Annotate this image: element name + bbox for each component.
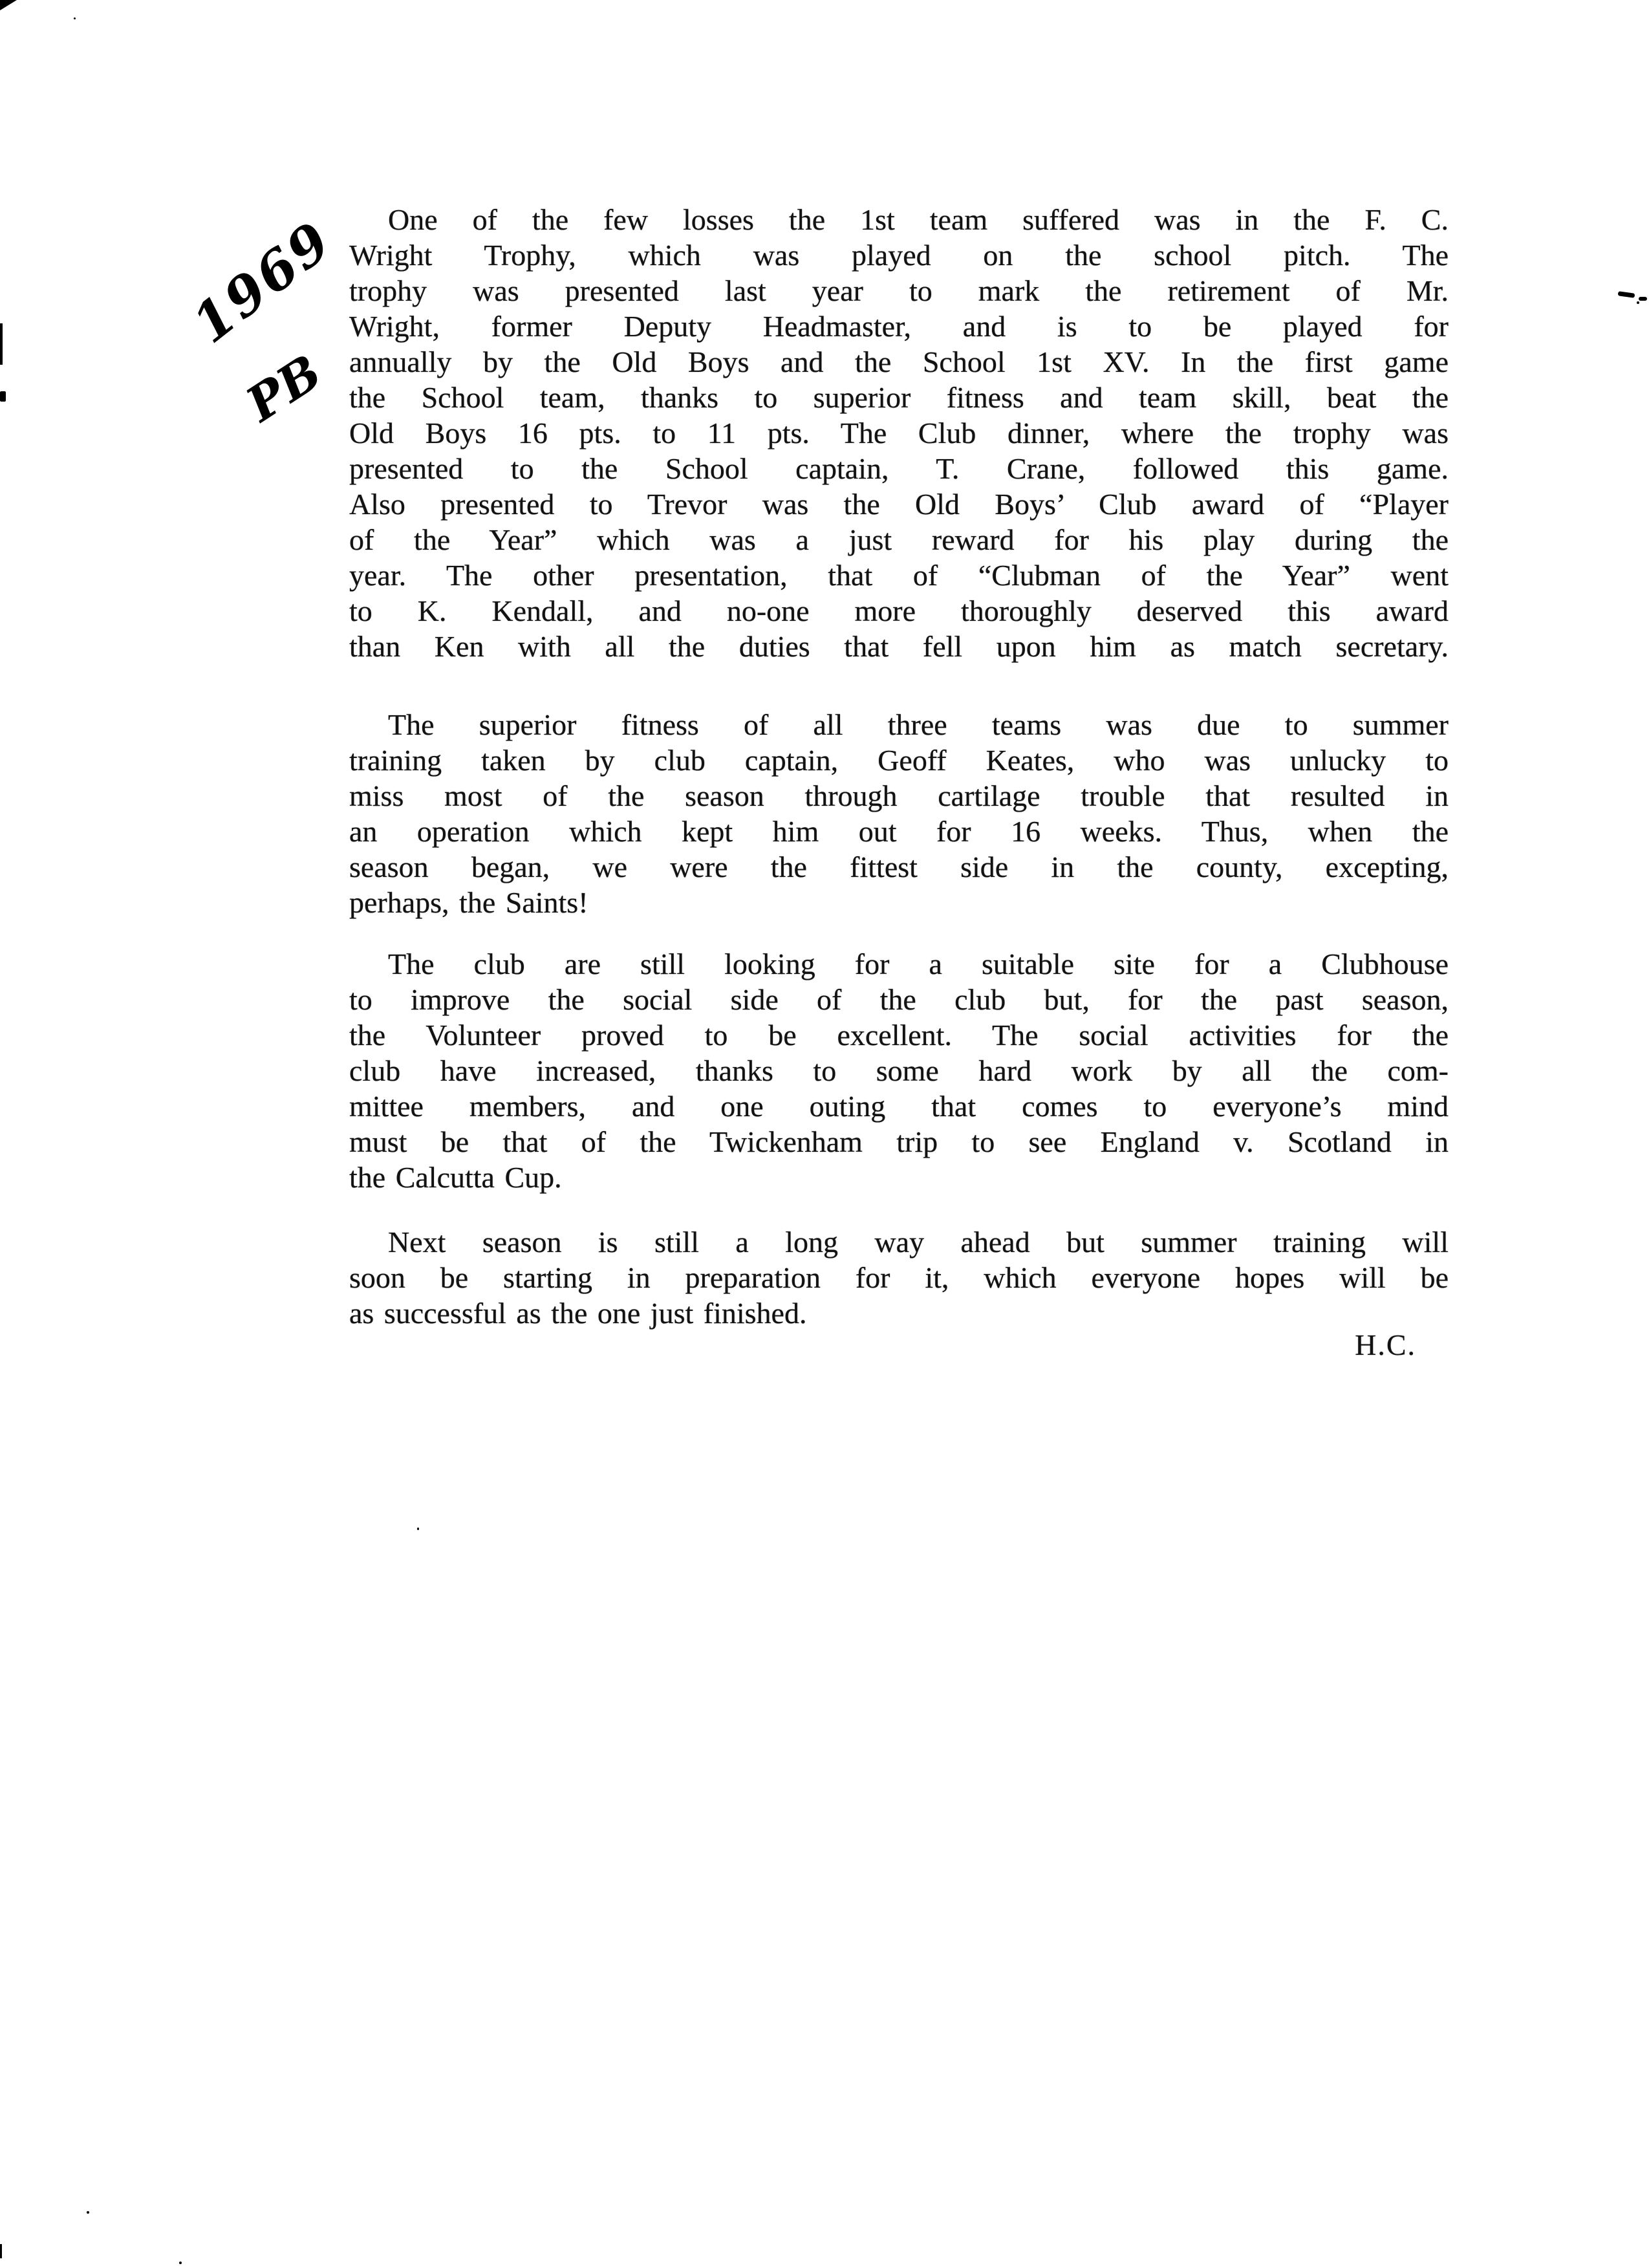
text-line: must be that of the Twickenham trip to see England v. Scotland in: [349, 1125, 1449, 1158]
text-line: One of the few losses the 1st team suffered was in the F. C.: [388, 203, 1449, 236]
text-line: The superior fitness of all three teams was due to summer: [388, 708, 1449, 741]
ink-speck: [87, 2211, 89, 2214]
text-line: Wright Trophy, which was played on the school pitch. The: [349, 239, 1449, 272]
text-line: Also presented to Trevor was the Old Boys’ Club award of “Player: [349, 488, 1449, 521]
text-line: than Ken with all the duties that fell upon him as match secretary.: [349, 630, 1449, 663]
text-line: club have increased, thanks to some hard work by all the com-: [349, 1054, 1449, 1087]
scan-edge-mark: [0, 2244, 2, 2258]
text-line: to improve the social side of the club but, for the past season,: [349, 983, 1449, 1016]
paragraph-3: [349, 946, 1449, 1195]
handwritten-year-annotation: 1969: [181, 209, 344, 356]
text-line: presented to the School captain, T. Crane, followed this game.: [349, 452, 1449, 485]
text-line: year. The other presentation, that of “Clubman of the Year” went: [349, 559, 1449, 592]
text-line: trophy was presented last year to mark the retirement of Mr.: [349, 274, 1449, 307]
text-line: to K. Kendall, and no-one more thoroughly deserved this award: [349, 594, 1449, 627]
text-line: the Calcutta Cup.: [349, 1161, 562, 1194]
text-line: the School team, thanks to superior fitness and team skill, beat the: [349, 381, 1449, 414]
ink-smudge: [1618, 291, 1635, 298]
ink-speck: [1637, 301, 1639, 304]
ink-speck: [74, 17, 76, 19]
text-line: an operation which kept him out for 16 weeks. Thus, when the: [349, 815, 1449, 848]
handwritten-initials-annotation: PB: [237, 344, 332, 433]
scan-edge-mark: [0, 391, 6, 402]
paragraph-2: [349, 707, 1449, 920]
text-line: season began, we were the fittest side in the county, excepting,: [349, 850, 1449, 883]
text-line: perhaps, the Saints!: [349, 886, 588, 919]
text-line: The club are still looking for a suitable site for a Clubhouse: [388, 947, 1449, 980]
text-line: the Volunteer proved to be excellent. The social activities for the: [349, 1019, 1449, 1052]
paragraph-1: [349, 202, 1449, 664]
scan-edge-mark: [0, 323, 3, 365]
ink-speck: [179, 2262, 182, 2264]
text-line: soon be starting in preparation for it, which everyone hopes will be: [349, 1261, 1449, 1294]
text-line: Next season is still a long way ahead but summer training will: [388, 1226, 1449, 1258]
text-line: training taken by club captain, Geoff Keates, who was unlucky to: [349, 744, 1449, 777]
ink-speck: [417, 1528, 419, 1530]
text-line: annually by the Old Boys and the School 1st XV. In the first game: [349, 345, 1449, 378]
ink-smudge: [1639, 297, 1647, 301]
text-line: mittee members, and one outing that comes to everyone’s mind: [349, 1090, 1449, 1123]
scan-corner-artifact: [0, 0, 17, 10]
text-line: as successful as the one just finished.: [349, 1297, 807, 1330]
text-line: of the Year” which was a just reward for his play during the: [349, 523, 1449, 556]
text-line: miss most of the season through cartilage trouble that resulted in: [349, 779, 1449, 812]
text-line: Wright, former Deputy Headmaster, and is to be played for: [349, 310, 1449, 343]
author-initials-signature: H.C.: [1355, 1328, 1416, 1361]
paragraph-4: [349, 1224, 1449, 1331]
text-line: Old Boys 16 pts. to 11 pts. The Club dinner, where the trophy was: [349, 416, 1449, 449]
